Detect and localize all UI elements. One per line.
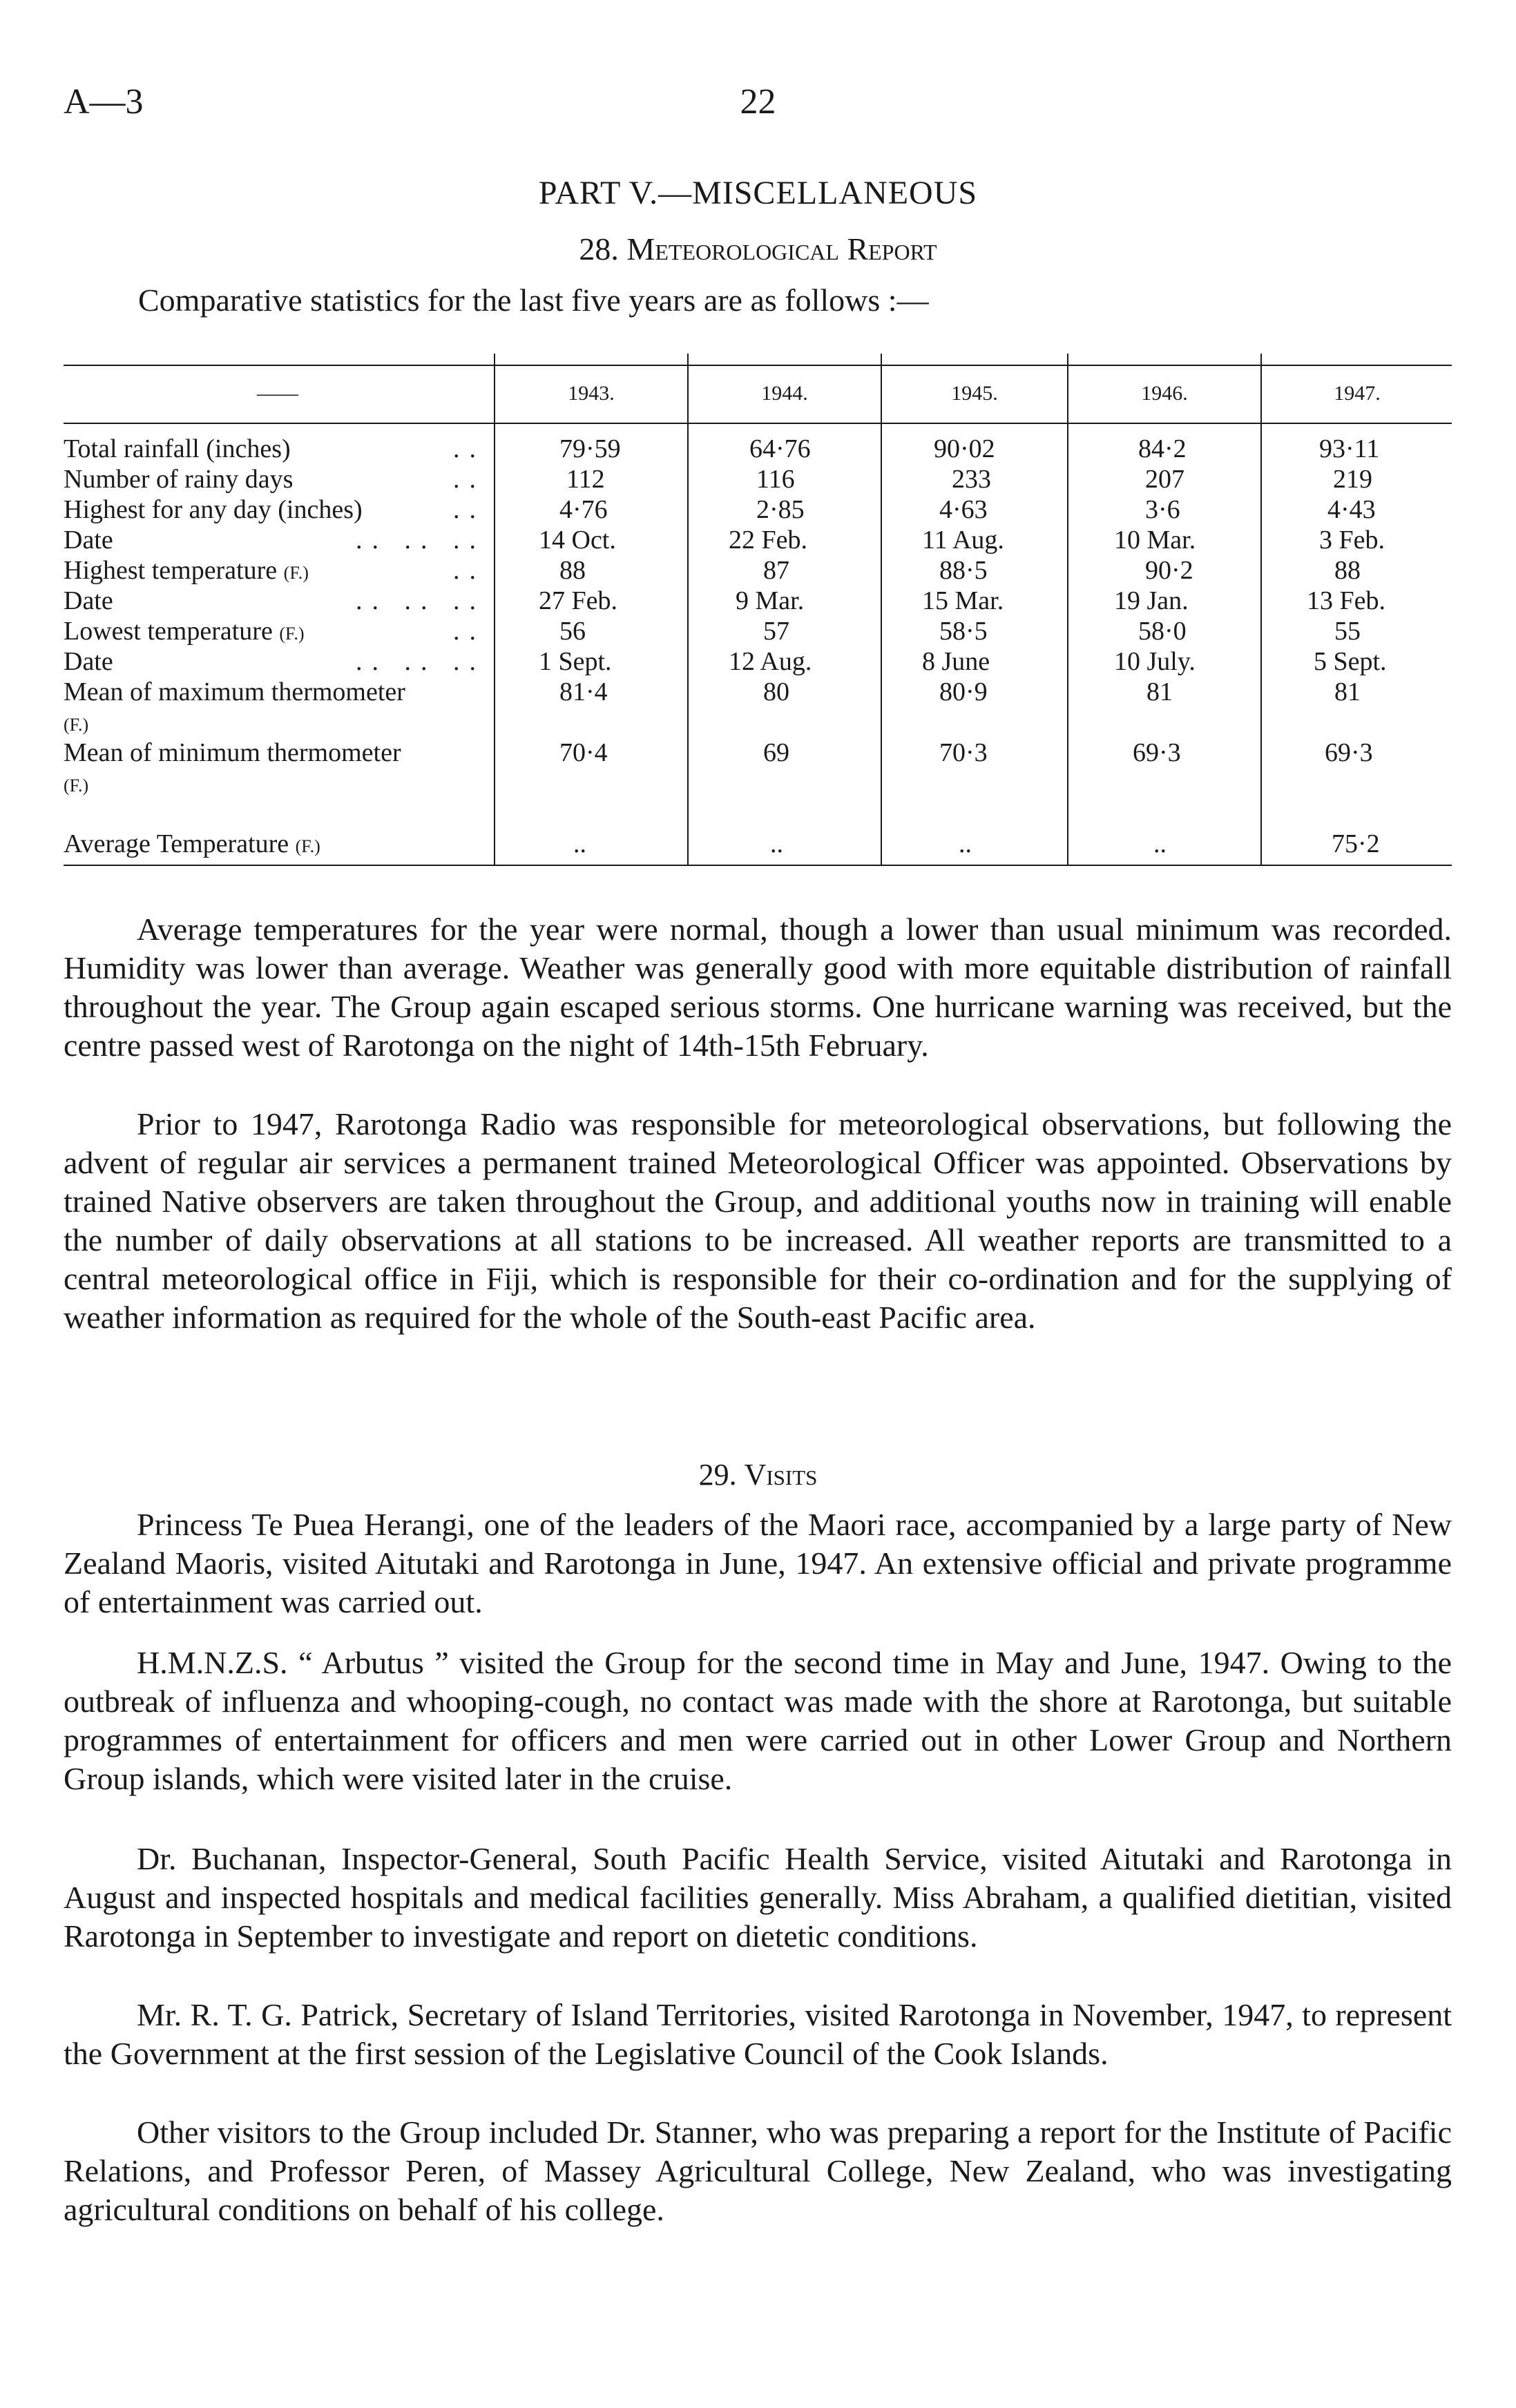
part-title: PART V.—MISCELLANEOUS <box>538 175 978 211</box>
table-cell: 88·5 <box>939 556 988 585</box>
section-29-title: Visits <box>744 1458 818 1492</box>
table-cell: 4·43 <box>1327 495 1376 524</box>
table-cell: 75·2 <box>1332 829 1380 858</box>
table-cell: 219 <box>1333 465 1372 494</box>
table-cell: 2·85 <box>756 495 805 524</box>
section-28-heading <box>0 231 1516 267</box>
table-cell: 10 Mar. <box>1114 526 1196 555</box>
row-label-lowest-temperature: Lowest temperature (F.) .. <box>64 617 486 646</box>
paragraph-te-puea-visit: Princess Te Puea Herangi, one of the leaders of the Maori race, accompanied by a large party of New Zealand Maoris, visited Aitutaki and Rarotonga in June, 1947. An extensive official and private programme of entertainment was carried out. <box>64 1507 1452 1619</box>
meteorological-table <box>64 345 1452 870</box>
row-label-mean-minimum: Mean of minimum thermometer <box>64 738 401 767</box>
table-cell: 69 <box>763 738 789 767</box>
table-cell: 233 <box>952 465 991 494</box>
paragraph-health-visits: Dr. Buchanan, Inspector-General, South Pacific Health Service, visited Aitutaki and Rarotonga in August and inspected hospitals and medical facilities generally. Miss Abraham, a qualified dietitian, visited Rarotonga in September to investigate and report on dietetic conditions. <box>64 1841 1452 1954</box>
row-label-mean-maximum: Mean of maximum thermometer <box>64 677 405 706</box>
row-label-total-rainfall: Total rainfall (inches) .. <box>64 434 486 463</box>
row-label-average-temperature: Average Temperature (F.) <box>64 829 320 858</box>
table-cell: 57 <box>763 617 789 646</box>
table-cell: 15 Mar. <box>922 586 1004 615</box>
table-cell: 56 <box>559 617 586 646</box>
table-cell: 90·2 <box>1145 556 1193 585</box>
paragraph-patrick-visit: Mr. R. T. G. Patrick, Secretary of Island Territories, visited Rarotonga in November, 1947, to represent the Government at the first session of the Legislative Council of the Cook Islands. <box>64 1997 1452 2071</box>
table-cell: 80 <box>763 677 789 706</box>
row-label-highest-temperature: Highest temperature (F.) .. <box>64 556 486 585</box>
table-cell: 10 July. <box>1114 647 1196 676</box>
section-29-heading <box>0 1457 1516 1492</box>
table-cell: 13 Feb. <box>1307 586 1385 615</box>
table-cell: 88 <box>1334 556 1361 585</box>
table-cell: 69·3 <box>1133 738 1181 767</box>
table-cell: 1 Sept. <box>539 647 612 676</box>
table-cell: 11 Aug. <box>922 526 1004 555</box>
table-cell: .. <box>959 829 972 858</box>
table-bottom-rule <box>64 865 1452 866</box>
section-28-number: 28. <box>579 231 619 267</box>
table-cell: 27 Feb. <box>539 586 617 615</box>
table-cell: 79·59 <box>559 434 621 463</box>
table-intro: Comparative statistics for the last five years are as follows :— <box>138 282 929 318</box>
table-cell: 116 <box>756 465 795 494</box>
table-cell: 3 Feb. <box>1319 526 1385 555</box>
table-cell: .. <box>770 829 783 858</box>
table-cell: 81 <box>1146 677 1173 706</box>
year-header-1946: 1946. <box>1141 382 1188 405</box>
year-header-1944: 1944. <box>761 382 808 405</box>
table-cell: 3·6 <box>1145 495 1180 524</box>
row-label-date: Date .. .. .. <box>64 526 486 555</box>
paragraph-weather-summary: Average temperatures for the year were normal, though a lower than usual minimum was recorded. Humidity was lower than average. Weather was generally good with more equitable distribution of rainfall throughout the year. The Group again escaped serious storms. One hurricane warning was received, but the centre passed west of Rarotonga on the night of 14th-15th February. <box>64 912 1452 1063</box>
table-cell: 93·11 <box>1319 434 1380 463</box>
column-divider <box>881 354 882 865</box>
table-cell: 55 <box>1334 617 1361 646</box>
row-label-mean-minimum-unit: (F.) <box>64 776 89 796</box>
table-cell: 69·3 <box>1325 738 1373 767</box>
table-cell: 22 Feb. <box>729 526 807 555</box>
page-number: 22 <box>740 82 776 122</box>
table-cell: 87 <box>763 556 789 585</box>
table-cell: 81 <box>1334 677 1361 706</box>
table-cell: 58·5 <box>939 617 988 646</box>
table-cell: 90·02 <box>934 434 995 463</box>
table-cell: .. <box>1153 829 1167 858</box>
row-label-rainy-days: Number of rainy days .. <box>64 465 486 494</box>
table-cell: 4·76 <box>559 495 608 524</box>
row-label-highest-day-rainfall: Highest for any day (inches) .. <box>64 495 486 524</box>
table-cell: 4·63 <box>939 495 988 524</box>
table-cell: 12 Aug. <box>729 647 812 676</box>
section-29-number: 29. <box>698 1458 737 1492</box>
table-cell: 112 <box>566 465 605 494</box>
row-label-date: Date .. .. .. <box>64 647 486 676</box>
year-header-1945: 1945. <box>951 382 998 405</box>
row-label-mean-maximum-unit: (F.) <box>64 715 89 735</box>
column-divider <box>494 354 495 865</box>
table-top-rule <box>64 365 1452 366</box>
table-cell: 70·4 <box>559 738 608 767</box>
table-header-rule <box>64 423 1452 424</box>
table-cell: 88 <box>559 556 586 585</box>
table-cell: 58·0 <box>1138 617 1187 646</box>
table-cell: 19 Jan. <box>1114 586 1189 615</box>
table-cell: 207 <box>1145 465 1184 494</box>
paragraph-arbutus-visit: H.M.N.Z.S. “ Arbutus ” visited the Group for the second time in May and June, 1947. Owing to the outbreak of influenza and whooping-cough, no contact was made with the shore at Rarotonga, but suitable programmes of entertainment for officers and men were carried out in other Lower Group and Northern Group islands, which were visited later in the cruise. <box>64 1645 1452 1796</box>
table-corner-header: —— <box>257 382 298 405</box>
column-divider <box>687 354 689 865</box>
year-header-1947: 1947. <box>1334 382 1381 405</box>
table-cell: 64·76 <box>749 434 811 463</box>
table-cell: 70·3 <box>939 738 988 767</box>
paragraph-observations: Prior to 1947, Rarotonga Radio was responsible for meteorological observations, but following the advent of regular air services a permanent trained Meteorological Officer was appointed. Observations by trained Native observers are taken throughout the Group, and additional youths now in training will enable the number of daily observations at all stations to be increased. All weather reports are transmitted to a central meteorological office in Fiji, which is responsible for their co-ordination and for the supplying of weather information as required for the whole of the South-east Pacific area. <box>64 1106 1452 1335</box>
column-divider <box>1067 354 1068 865</box>
table-cell: 8 June <box>922 647 990 676</box>
table-cell: .. <box>573 829 586 858</box>
section-28-title: Meteorological Report <box>626 231 937 267</box>
table-cell: 14 Oct. <box>539 526 616 555</box>
row-label-date: Date .. .. .. <box>64 586 486 615</box>
report-code: A—3 <box>64 82 144 122</box>
year-header-1943: 1943. <box>568 382 615 405</box>
table-cell: 5 Sept. <box>1314 647 1387 676</box>
table-cell: 84·2 <box>1138 434 1187 463</box>
table-cell: 9 Mar. <box>736 586 805 615</box>
table-cell: 80·9 <box>939 677 988 706</box>
column-divider <box>1260 354 1262 865</box>
table-cell: 81·4 <box>559 677 608 706</box>
paragraph-other-visitors: Other visitors to the Group included Dr. Stanner, who was preparing a report for the Institute of Pacific Relations, and Professor Peren, of Massey Agricultural College, New Zealand, who was investigating agricultural conditions on behalf of his college. <box>64 2115 1452 2227</box>
